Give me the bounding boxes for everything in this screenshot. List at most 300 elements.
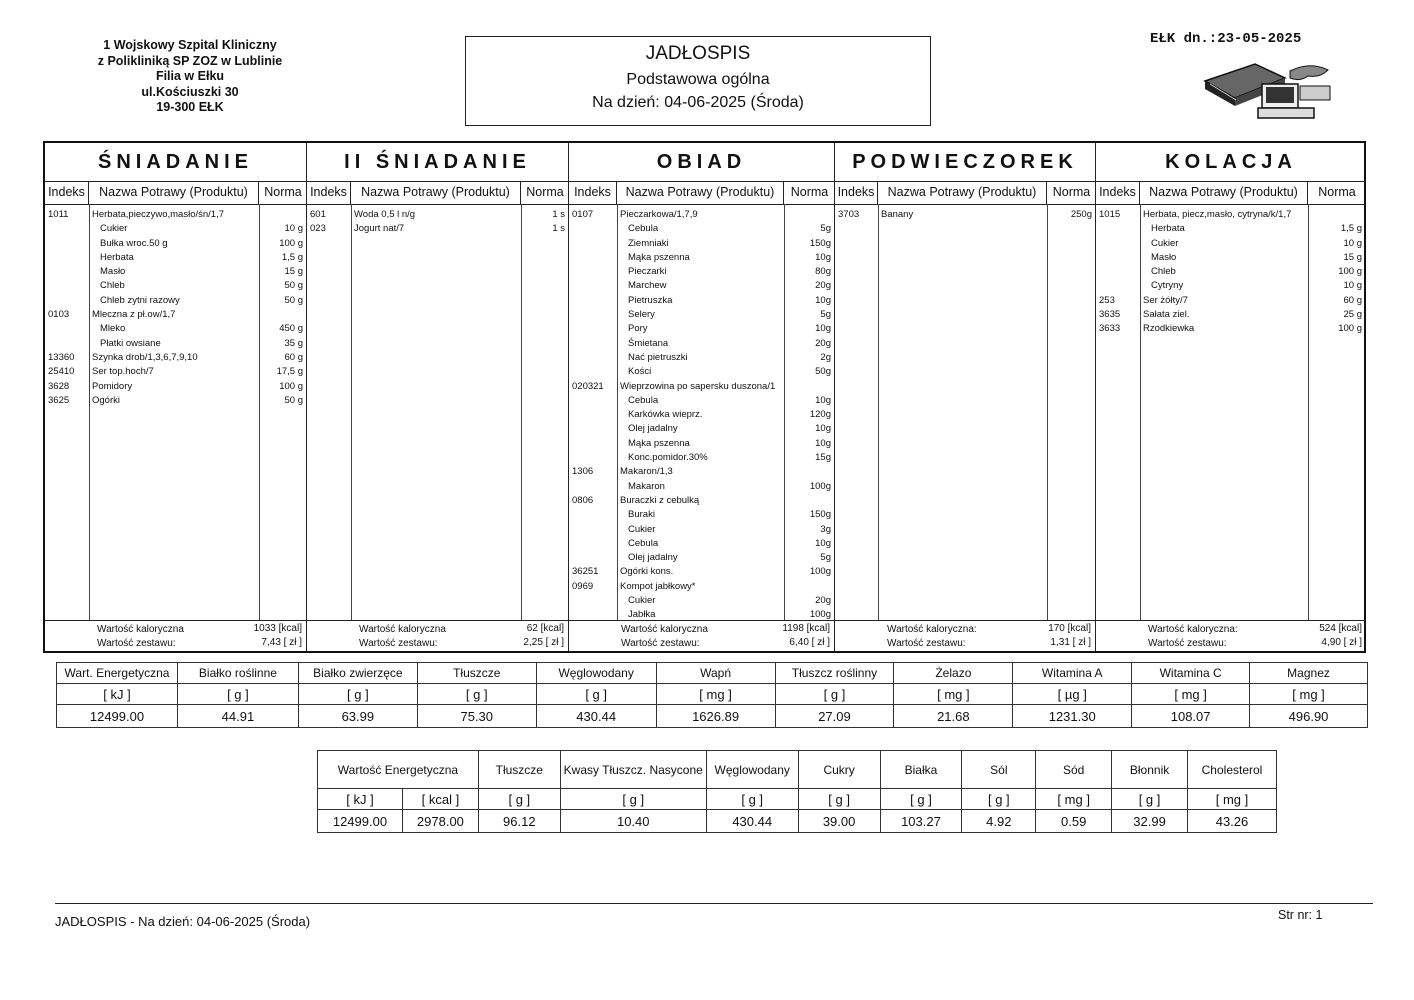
nutrient-unit: [ g ] <box>417 684 536 705</box>
row-index: 3633 <box>1099 323 1121 335</box>
row-index: 1011 <box>48 209 69 220</box>
row-name: Śmietana <box>628 337 669 349</box>
row-name: Masło <box>1151 251 1177 263</box>
nutrient-value: 43.26 <box>1188 810 1277 833</box>
nutrient-header: Tłuszcze <box>478 751 560 789</box>
row-norm: 3g <box>820 523 831 535</box>
table-row <box>45 351 306 365</box>
row-norm: 100g <box>809 480 831 492</box>
row-name: Chleb zytni razowy <box>100 294 180 306</box>
nutrient-header: Wart. Energetyczna <box>57 663 178 684</box>
nutrient-value: 27.09 <box>775 705 894 728</box>
column-divider <box>521 204 522 621</box>
nutrient-value: 103.27 <box>880 810 962 833</box>
row-norm: 5g <box>820 223 831 235</box>
table-row <box>569 279 834 293</box>
cost-label: Wartość zestawu: <box>1148 638 1227 649</box>
table-row <box>45 294 306 308</box>
nutrient-unit: [ mg ] <box>894 684 1013 705</box>
row-name: Bułka wroc.50 g <box>100 237 168 249</box>
row-index: 601 <box>310 209 326 220</box>
row-norm: 1 s <box>552 209 565 220</box>
kcal-value: 524 [kcal] <box>1319 623 1362 634</box>
nutrient-value: 430.44 <box>536 705 656 728</box>
table-row <box>1096 265 1366 279</box>
nutrient-value: 21.68 <box>894 705 1013 728</box>
row-name: Ogórki kons. <box>620 566 674 578</box>
table-row <box>45 308 306 322</box>
table-row <box>569 551 834 565</box>
table-row <box>835 208 1095 222</box>
row-name: Cukier <box>100 223 128 235</box>
nutrient-unit: [ mg ] <box>656 684 775 705</box>
row-norm: 60 g <box>1343 294 1362 306</box>
meal-column-kolacja <box>1096 143 1366 651</box>
nutrient-unit: [ g ] <box>775 684 894 705</box>
nutrient-header: Magnez <box>1250 663 1368 684</box>
header-index: Indeks <box>569 181 617 204</box>
meal-rows <box>307 208 568 237</box>
table-row <box>569 451 834 465</box>
header-name: Nazwa Potrawy (Produktu) <box>878 181 1047 204</box>
table-row <box>1096 308 1366 322</box>
nutrient-unit: [ g ] <box>962 789 1036 810</box>
nutrient-header: Wapń <box>656 663 775 684</box>
nutrient-value: 75.30 <box>417 705 536 728</box>
nutrient-value: 32.99 <box>1112 810 1188 833</box>
meal-title: PODWIECZOREK <box>835 143 1095 182</box>
header-norm: Norma <box>1318 185 1356 199</box>
row-norm: 50g <box>815 366 831 378</box>
row-index: 1306 <box>572 466 594 478</box>
nutrient-value: 4.92 <box>962 810 1036 833</box>
table-row <box>569 294 834 308</box>
table-row <box>45 222 306 236</box>
row-name: Cytryny <box>1151 280 1184 292</box>
row-norm: 120g <box>809 409 831 421</box>
title-box <box>465 36 931 126</box>
row-name: Chleb <box>1151 266 1176 278</box>
row-name: Herbata, piecz,masło, cytryna/k/1,7 <box>1143 209 1292 220</box>
row-index: 0107 <box>572 209 594 220</box>
row-norm: 450 g <box>279 323 303 335</box>
row-name: Rzodkiewka <box>1143 323 1195 335</box>
nutrient-value: 108.07 <box>1132 705 1250 728</box>
row-name: Nać pietruszki <box>628 351 688 363</box>
row-index: 25410 <box>48 366 75 378</box>
nutrient-header: Błonnik <box>1112 751 1188 789</box>
diet-type: Podstawowa ogólna <box>626 71 770 88</box>
table-row <box>569 523 834 537</box>
column-divider <box>1047 204 1048 621</box>
row-name: Mąka pszenna <box>628 437 690 449</box>
meal-column-podwieczorek <box>835 143 1096 651</box>
header-name: Nazwa Potrawy (Produktu) <box>351 181 521 204</box>
meal-title: KOLACJA <box>1096 143 1366 182</box>
row-name: Kompot jabłkowy* <box>620 580 696 592</box>
column-divider <box>878 204 879 621</box>
column-headers <box>1096 181 1366 205</box>
header-name: Nazwa Potrawy (Produktu) <box>617 181 784 204</box>
kcal-value: 1198 [kcal] <box>782 623 830 634</box>
meal-column-drugie-sniadanie <box>307 143 569 651</box>
table-row <box>45 251 306 265</box>
row-index: 0806 <box>572 494 594 506</box>
nutrient-unit: [ kcal ] <box>402 789 478 810</box>
row-name: Cukier <box>1151 237 1179 249</box>
row-norm: 25 g <box>1343 309 1362 321</box>
row-index: 0103 <box>48 309 70 321</box>
nutrient-value: 39.00 <box>798 810 880 833</box>
row-norm: 5g <box>820 309 831 321</box>
nutrient-unit: [ g ] <box>560 789 706 810</box>
meal-title: ŚNIADANIE <box>45 143 306 182</box>
kcal-value: 1033 [kcal] <box>253 623 302 634</box>
nutrient-unit: [ g ] <box>798 789 880 810</box>
row-index: 3635 <box>1099 309 1121 321</box>
table-row <box>45 337 306 351</box>
table-row <box>569 265 834 279</box>
table-row <box>569 337 834 351</box>
table-row <box>45 380 306 394</box>
nutrient-value: 44.91 <box>177 705 298 728</box>
header-norm: Norma <box>264 185 302 199</box>
table-row <box>569 408 834 422</box>
hospital-line: 19-300 EŁK <box>156 100 224 114</box>
table-row <box>1096 251 1366 265</box>
table-row <box>1096 237 1366 251</box>
nutrient-header: Tłuszcze <box>417 663 536 684</box>
kcal-label: Wartość kaloryczna <box>359 624 446 635</box>
row-name: Pory <box>628 323 648 335</box>
table-row <box>1096 294 1366 308</box>
meal-summary <box>1096 620 1366 651</box>
nutrient-value: 10.40 <box>560 810 706 833</box>
header-norm: Norma <box>1052 185 1091 199</box>
header-index: Indeks <box>307 181 351 204</box>
header-name: Nazwa Potrawy (Produktu) <box>1140 181 1308 204</box>
nutrient-unit: [ mg ] <box>1036 789 1112 810</box>
row-index: 1015 <box>1099 209 1121 220</box>
nutrient-unit: [ g ] <box>706 789 798 810</box>
row-index: 3625 <box>48 394 70 406</box>
row-name: Jabłka <box>628 609 656 621</box>
row-norm: 50 g <box>284 394 303 406</box>
row-name: Karkówka wieprz. <box>628 409 703 421</box>
row-name: Buraki <box>628 509 655 521</box>
column-headers <box>307 181 568 205</box>
meal-rows <box>835 208 1095 222</box>
row-norm: 17,5 g <box>276 366 303 378</box>
row-norm: 20g <box>815 280 831 292</box>
nutrient-unit: [ g ] <box>880 789 962 810</box>
nutrient-value: 1231.30 <box>1013 705 1132 728</box>
table-row <box>569 580 834 594</box>
hospital-line: z Polikliniką SP ZOZ w Lublinie <box>97 53 283 68</box>
row-name: Herbata,pieczywo,masło/śn/1,7 <box>92 209 225 220</box>
meal-summary <box>307 620 568 651</box>
nutrient-header: Cholesterol <box>1188 751 1277 789</box>
nutrient-header: Węglowodany <box>706 751 798 789</box>
cost-label: Wartość zestawu: <box>887 638 966 649</box>
row-norm: 35 g <box>284 337 303 349</box>
nutrient-header: Witamina C <box>1132 663 1250 684</box>
row-norm: 2g <box>820 351 831 363</box>
table-row <box>1096 208 1366 222</box>
row-norm: 10g <box>815 251 831 263</box>
row-name: Konc.pomidor.30% <box>628 452 708 464</box>
nutrient-value: 0.59 <box>1036 810 1112 833</box>
nutrient-value: 1626.89 <box>656 705 775 728</box>
cost-value: 6,40 [ zł ] <box>789 637 830 648</box>
row-name: Olej jadalny <box>628 552 678 564</box>
column-divider <box>351 204 352 621</box>
nutrient-value: 430.44 <box>706 810 798 833</box>
row-name: Buraczki z cebulką <box>620 494 700 506</box>
row-name: Pietruszka <box>628 294 673 306</box>
row-name: Szynka drob/1,3,6,7,9,10 <box>92 351 198 363</box>
column-headers <box>569 181 834 205</box>
menu-date: Na dzień: 04-06-2025 (Środa) <box>592 94 804 111</box>
nutrient-header: Białko roślinne <box>177 663 298 684</box>
table-row <box>569 251 834 265</box>
kcal-value: 62 [kcal] <box>526 623 564 634</box>
table-row <box>569 322 834 336</box>
row-norm: 100 g <box>279 237 303 249</box>
row-norm: 20g <box>815 595 831 607</box>
row-name: Ser top.hoch/7 <box>92 366 154 378</box>
table-row <box>569 351 834 365</box>
header-name: Nazwa Potrawy (Produktu) <box>89 181 259 204</box>
row-name: Cebula <box>628 537 659 549</box>
footer-text: JADŁOSPIS - Na dzień: 04-06-2025 (Środa) <box>55 914 311 929</box>
cost-label: Wartość zestawu: <box>621 638 700 649</box>
footer-divider <box>55 903 1373 904</box>
meal-rows <box>1096 208 1366 337</box>
cost-value: 7,43 [ zł ] <box>261 637 302 648</box>
row-norm: 100 g <box>1338 266 1362 278</box>
nutrient-header: Sól <box>962 751 1036 789</box>
nutrient-unit: [ g ] <box>1112 789 1188 810</box>
hospital-line: 1 Wojskowy Szpital Kliniczny <box>103 38 277 52</box>
table-row <box>569 208 834 222</box>
meal-rows <box>569 208 834 623</box>
table-row <box>45 365 306 379</box>
kcal-label: Wartość kaloryczna: <box>1148 624 1238 635</box>
row-index: 253 <box>1099 294 1115 306</box>
nutrient-unit: [ kJ ] <box>57 684 178 705</box>
nutrient-header: Żelazo <box>894 663 1013 684</box>
hospital-address <box>60 38 320 116</box>
cost-label: Wartość zestawu: <box>359 638 438 649</box>
row-norm: 10 g <box>284 223 303 235</box>
row-name: Pieczarki <box>628 266 667 278</box>
cost-label: Wartość zestawu: <box>97 638 176 649</box>
table-row <box>45 279 306 293</box>
row-index: 023 <box>310 223 326 235</box>
kcal-label: Wartość kaloryczna <box>97 624 184 635</box>
row-name: Cukier <box>628 523 656 535</box>
meal-summary <box>835 620 1095 651</box>
nutrient-unit: [ g ] <box>536 684 656 705</box>
column-headers <box>835 181 1095 205</box>
row-norm: 60 g <box>284 351 303 363</box>
row-norm: 1 s <box>552 223 565 235</box>
row-name: Herbata <box>100 251 134 263</box>
meal-column-sniadanie <box>45 143 307 651</box>
row-name: Cukier <box>628 595 656 607</box>
cost-value: 4,90 [ zł ] <box>1321 637 1362 648</box>
column-headers <box>45 181 306 205</box>
nutrient-header: Kwasy Tłuszcz. Nasycone <box>560 751 706 789</box>
cost-value: 2,25 [ zł ] <box>523 637 564 648</box>
nutrient-value: 12499.00 <box>318 810 403 833</box>
row-norm: 20g <box>815 337 831 349</box>
table-row <box>569 365 834 379</box>
row-name: Płatki owsiane <box>100 337 161 349</box>
page-title: JADŁOSPIS <box>645 43 751 64</box>
table-row <box>569 437 834 451</box>
row-norm: 100 g <box>1338 323 1362 335</box>
row-name: Olej jadalny <box>628 423 678 435</box>
row-norm: 10g <box>815 394 831 406</box>
row-norm: 80g <box>815 266 831 278</box>
table-row <box>307 222 568 236</box>
nutrient-value: 2978.00 <box>402 810 478 833</box>
header-norm: Norma <box>526 185 564 199</box>
row-norm: 10g <box>815 437 831 449</box>
header-norm: Norma <box>790 185 829 199</box>
row-norm: 10 g <box>1343 237 1362 249</box>
row-norm: 100g <box>809 566 831 578</box>
table-row <box>1096 322 1366 336</box>
row-norm: 150g <box>809 237 831 249</box>
row-norm: 5g <box>820 552 831 564</box>
row-index: 0969 <box>572 580 594 592</box>
row-norm: 10 g <box>1343 280 1362 292</box>
row-index: 3703 <box>838 209 860 220</box>
row-norm: 10g <box>815 323 831 335</box>
row-name: Ser żółty/7 <box>1143 294 1188 306</box>
nutrient-header: Cukry <box>798 751 880 789</box>
nutrient-unit: [ mg ] <box>1250 684 1368 705</box>
meal-rows <box>45 208 306 408</box>
table-row <box>45 237 306 251</box>
row-name: Marchew <box>628 280 667 292</box>
meal-column-obiad <box>569 143 835 651</box>
header-index: Indeks <box>835 181 878 204</box>
table-row <box>45 265 306 279</box>
nutrition-table-1 <box>56 662 1368 728</box>
row-norm: 10g <box>815 537 831 549</box>
row-name: Ogórki <box>92 394 120 406</box>
page-number: Str nr: 1 <box>1278 908 1323 922</box>
meal-title: II ŚNIADANIE <box>307 143 568 182</box>
nutrient-header: Białka <box>880 751 962 789</box>
kcal-label: Wartość kaloryczna <box>621 624 708 635</box>
table-row <box>569 222 834 236</box>
row-name: Selery <box>628 309 655 321</box>
row-name: Sałata ziel. <box>1143 309 1190 321</box>
row-name: Woda 0,5 l n/g <box>354 209 416 220</box>
issue-date: EŁK dn.:23-05-2025 <box>1150 31 1302 47</box>
table-row <box>569 594 834 608</box>
nutrient-unit: [ g ] <box>298 684 417 705</box>
row-name: Mleko <box>100 323 126 335</box>
row-norm: 10g <box>815 423 831 435</box>
row-norm: 15g <box>815 452 831 464</box>
row-name: Makaron <box>628 480 665 492</box>
row-name: Pomidory <box>92 380 133 392</box>
row-name: Mleczna z pł.ow/1,7 <box>92 309 176 321</box>
nutrient-value: 12499.00 <box>57 705 178 728</box>
table-row <box>569 480 834 494</box>
table-row <box>45 394 306 408</box>
row-norm: 1,5 g <box>1340 223 1362 235</box>
nutrient-header: Tłuszcz roślinny <box>775 663 894 684</box>
menu-grid <box>43 141 1366 653</box>
row-index: 13360 <box>48 351 75 363</box>
nutrition-table-2 <box>317 750 1277 833</box>
row-norm: 100 g <box>279 380 303 392</box>
header-index: Indeks <box>1096 181 1140 204</box>
table-row <box>569 565 834 579</box>
table-row <box>569 465 834 479</box>
nutrient-unit: [ g ] <box>177 684 298 705</box>
row-name: Herbata <box>1151 223 1185 235</box>
table-row <box>569 508 834 522</box>
row-name: Jogurt nat/7 <box>354 223 405 235</box>
nutrient-unit: [ mg ] <box>1132 684 1250 705</box>
table-row <box>569 380 834 394</box>
table-row <box>569 394 834 408</box>
nutrient-unit: [ µg ] <box>1013 684 1132 705</box>
nutrient-header: Białko zwierzęce <box>298 663 417 684</box>
row-index: 3628 <box>48 380 70 392</box>
header-index: Indeks <box>45 181 89 204</box>
table-row <box>569 308 834 322</box>
nutrient-value: 496.90 <box>1250 705 1368 728</box>
row-norm: 50 g <box>284 280 303 292</box>
meal-summary <box>569 620 834 651</box>
row-norm: 15 g <box>1343 251 1362 263</box>
row-index: 020321 <box>572 380 604 392</box>
table-row <box>569 422 834 436</box>
table-row <box>569 494 834 508</box>
nutrient-header: Witamina A <box>1013 663 1132 684</box>
row-norm: 50 g <box>284 294 303 306</box>
table-row <box>45 322 306 336</box>
nutrient-unit: [ g ] <box>478 789 560 810</box>
hospital-line: ul.Kościuszki 30 <box>141 84 239 99</box>
cost-value: 1,31 [ zł ] <box>1050 637 1091 648</box>
row-name: Pieczarkowa/1,7,9 <box>620 209 698 220</box>
meal-title: OBIAD <box>569 143 834 182</box>
table-row <box>1096 222 1366 236</box>
nutrient-unit: [ mg ] <box>1188 789 1277 810</box>
kcal-value: 170 [kcal] <box>1048 623 1091 634</box>
row-name: Banany <box>881 209 914 220</box>
row-name: Ziemniaki <box>628 237 669 249</box>
table-row <box>569 237 834 251</box>
row-norm: 150g <box>809 509 831 521</box>
row-name: Wieprzowina po sapersku duszona/1 <box>620 380 776 392</box>
nutrient-header: Węglowodany <box>536 663 656 684</box>
row-name: Cebula <box>628 223 659 235</box>
nutrient-header: Sód <box>1036 751 1112 789</box>
hospital-line: Filia w Ełku <box>155 69 225 83</box>
energy-header: Wartość Energetyczna <box>318 751 479 789</box>
